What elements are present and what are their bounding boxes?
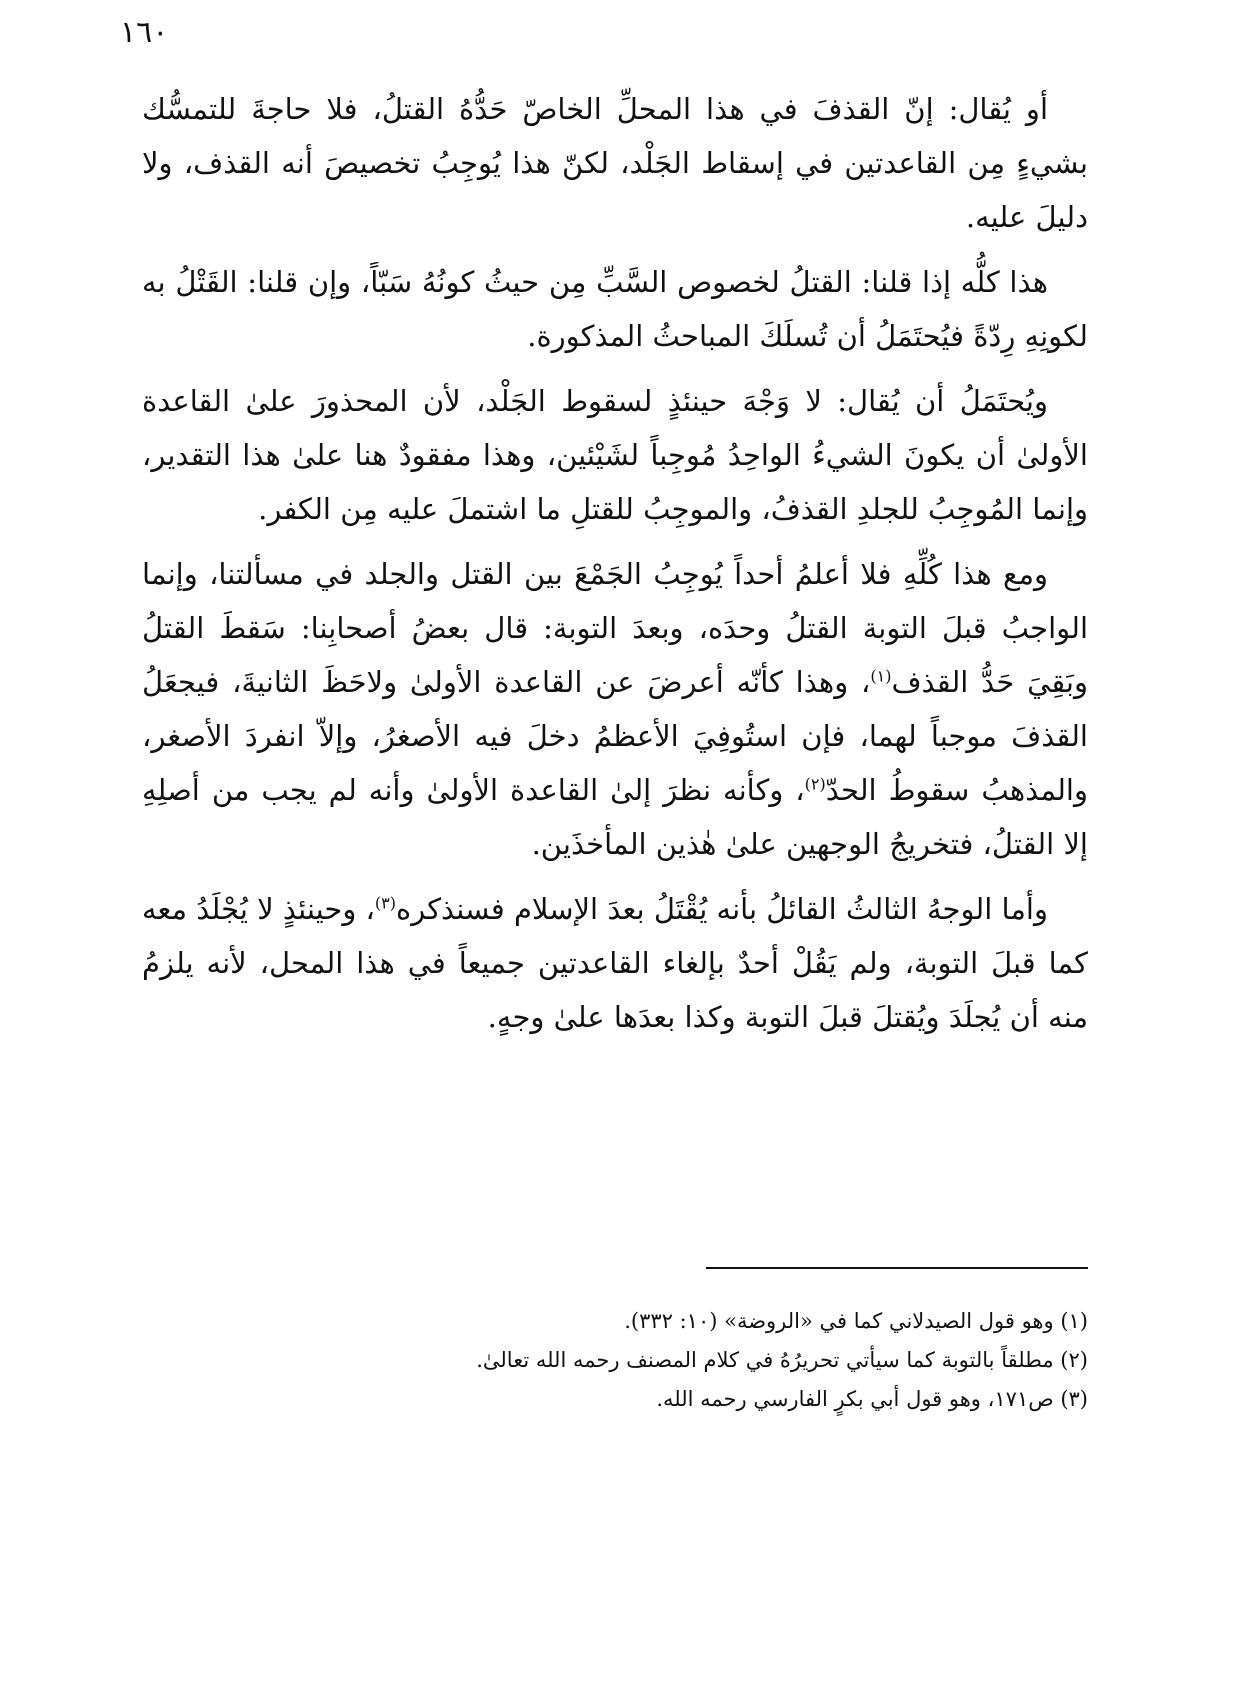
paragraph-text: أو يُقال: إنّ القذفَ في هذا المحلِّ الخاصّ حَدُّهُ القتلُ، فلا حاجةَ للتمسُّك بشيءٍ مِن القاعدتين في إسقاط الجَلْد، لكنّ هذا يُوجِبُ تخصيصَ أنه القذف، ولا دليلَ عليه. bbox=[142, 92, 1088, 234]
paragraph-1 bbox=[142, 82, 1088, 244]
paragraph-5 bbox=[142, 882, 1088, 1044]
paragraph-text: ، وهذا كأنّه أعرضَ عن القاعدة الأولىٰ ولاحَظَ الثانيةَ، فيجعَلُ القذفَ موجباً لهما، فإن استُوفِيَ الأعظمُ دخلَ فيه الأصغرُ، وإلاّ انفردَ الأصغر، والمذهبُ سقوطُ الحدّ bbox=[142, 665, 1088, 807]
footnote-3: (٣) ص١٧١، وهو قول أبي بكرٍ الفارسي رحمه الله. bbox=[656, 1387, 1088, 1411]
paragraph-text: ، وحينئذٍ لا يُجْلَدُ معه كما قبلَ التوبة، ولم يَقُلْ أحدٌ بإلغاء القاعدتين جميعاً في هذا المحل، لأنه يلزمُ منه أن يُجلَدَ ويُقتلَ قبلَ التوبة وكذا بعدَها علىٰ وجهٍ. bbox=[142, 892, 1088, 1034]
paragraph-2 bbox=[142, 255, 1088, 363]
footnote-ref-2[interactable]: (٢) bbox=[804, 774, 826, 794]
footnote-1: (١) وهو قول الصيدلاني كما في «الروضة» (١٠: ٣٣٢). bbox=[624, 1309, 1088, 1333]
footnote-2: (٢) مطلقاً بالتوبة كما سيأتي تحريرُهُ في كلام المصنف رحمه الله تعالىٰ. bbox=[476, 1348, 1088, 1372]
page-number: ١٦٠ bbox=[120, 15, 169, 50]
paragraph-text: ومع هذا كُلِّهِ فلا أعلمُ أحداً يُوجِبُ الجَمْعَ بين القتل والجلد في مسألتنا، وإنما الواجبُ قبلَ التوبة القتلُ وحدَه، وبعدَ التوبة: قال بعضُ أصحابِنا: سَقطَ القتلُ وبَقِيَ حَدُّ القذف bbox=[142, 557, 1088, 699]
paragraph-3 bbox=[142, 374, 1088, 536]
footnote-ref-1[interactable]: (١) bbox=[870, 666, 892, 686]
paragraph-text: وأما الوجهُ الثالثُ القائلُ بأنه يُقْتَلُ بعدَ الإسلام فسنذكره bbox=[396, 892, 1048, 926]
footnote-divider bbox=[706, 1267, 1088, 1269]
footnotes bbox=[476, 1302, 1088, 1419]
paragraph-4 bbox=[142, 547, 1088, 871]
footnote-ref-3[interactable]: (٣) bbox=[374, 893, 397, 913]
main-text bbox=[142, 82, 1088, 1055]
paragraph-text: ويُحتَمَلُ أن يُقال: لا وَجْهَ حينئذٍ لسقوط الجَلْد، لأن المحذورَ علىٰ القاعدة الأولىٰ أن يكونَ الشيءُ الواحِدُ مُوجِباً لشَيْئين، وهذا مفقودٌ هنا علىٰ هذا التقدير، وإنما المُوجِبُ للجلدِ القذفُ، والموجِبُ للقتلِ ما اشتملَ عليه مِن الكفر. bbox=[142, 384, 1088, 526]
paragraph-text: هذا كلُّه إذا قلنا: القتلُ لخصوص السَّبِّ مِن حيثُ كونُهُ سَبّاً، وإن قلنا: القَتْلُ به لكونِهِ رِدّةً فيُحتَمَلُ أن تُسلَكَ المباحثُ المذكورة. bbox=[142, 265, 1088, 353]
paragraph-text: ، وكأنه نظرَ إلىٰ القاعدة الأولىٰ وأنه لم يجب من أصلِهِ إلا القتلُ، فتخريجُ الوجهين علىٰ هٰذين المأخذَين. bbox=[142, 773, 1088, 861]
